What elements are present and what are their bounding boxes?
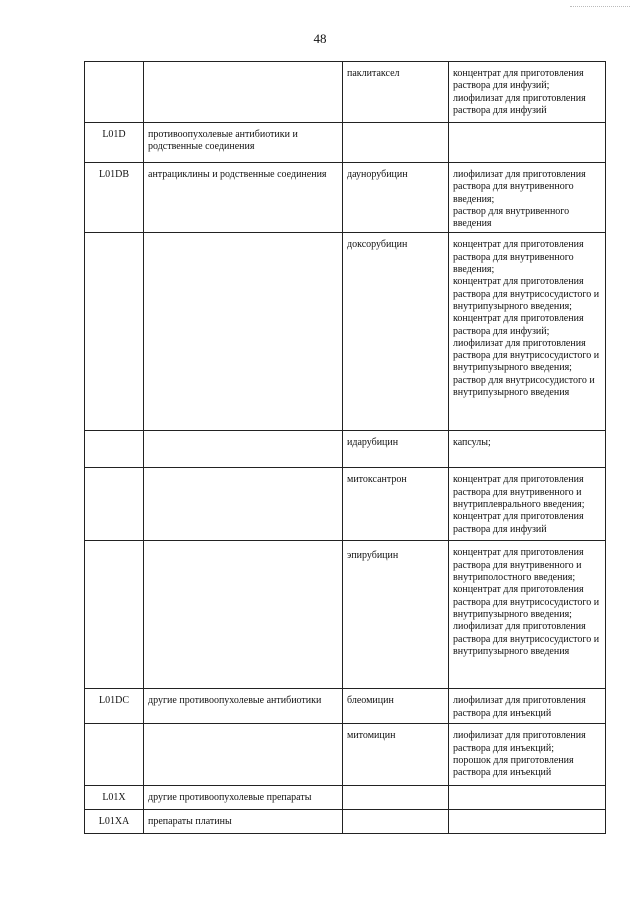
table-row: [85, 233, 606, 431]
drug-name-cell: [343, 123, 449, 163]
atc-code-cell: [85, 541, 144, 689]
drug-name-cell: митоксантрон: [343, 468, 449, 541]
drug-name-cell: доксорубицин: [343, 233, 449, 431]
atc-code-cell: [85, 62, 144, 123]
atc-group-cell: [144, 724, 343, 786]
drug-name-cell: идарубицин: [343, 431, 449, 468]
table-row: [85, 431, 606, 468]
atc-group-cell: противоопухолевые антибиотики и родственные соединения: [144, 123, 343, 163]
drug-name-cell: эпирубицин: [343, 541, 449, 689]
drug-table: [84, 61, 606, 834]
table-row: [85, 468, 606, 541]
dosage-form-cell: лиофилизат для приготовления раствора для внутривенного введения; раствор для внутривенного введения: [449, 163, 606, 233]
table-row: [85, 541, 606, 689]
drug-name-cell: блеомицин: [343, 689, 449, 724]
dosage-form-cell: [449, 810, 606, 834]
atc-code-cell: [85, 431, 144, 468]
drug-name-cell: даунорубицин: [343, 163, 449, 233]
drug-name-cell: [343, 786, 449, 810]
dosage-form-cell: лиофилизат для приготовления раствора для инъекций; порошок для приготовления раствора для инъекций: [449, 724, 606, 786]
table-row: [85, 163, 606, 233]
atc-code-cell: L01DB: [85, 163, 144, 233]
atc-code-cell: [85, 468, 144, 541]
atc-code-cell: L01DC: [85, 689, 144, 724]
drug-name-cell: митомицин: [343, 724, 449, 786]
dosage-form-cell: капсулы;: [449, 431, 606, 468]
table-row: [85, 786, 606, 810]
atc-group-cell: [144, 468, 343, 541]
dosage-form-cell: лиофилизат для приготовления раствора для инъекций: [449, 689, 606, 724]
drug-name-cell: [343, 810, 449, 834]
dosage-form-cell: концентрат для приготовления раствора для внутривенного введения; концентрат для приготовления раствора для внутрисосудистого и внутрипузырного введения; концентрат для приготовления раствора для инфузий; лиофилизат для приготовления раствора для внутрисосудистого и внутрипузырного введения; раствор для внутрисосудистого и внутрипузырного введения: [449, 233, 606, 431]
table-row: [85, 62, 606, 123]
dosage-form-cell: концентрат для приготовления раствора для инфузий; лиофилизат для приготовления раствора для инфузий: [449, 62, 606, 123]
dosage-form-cell: [449, 786, 606, 810]
atc-group-cell: другие противоопухолевые препараты: [144, 786, 343, 810]
atc-group-cell: [144, 62, 343, 123]
page-number: 48: [313, 31, 327, 46]
table-row: [85, 810, 606, 834]
dosage-form-cell: концентрат для приготовления раствора для внутривенного и внутриплеврального введения; концентрат для приготовления раствора для инфузий: [449, 468, 606, 541]
atc-group-cell: препараты платины: [144, 810, 343, 834]
atc-group-cell: [144, 541, 343, 689]
atc-group-cell: другие противоопухолевые антибиотики: [144, 689, 343, 724]
atc-code-cell: L01XA: [85, 810, 144, 834]
table-row: [85, 689, 606, 724]
atc-group-cell: [144, 431, 343, 468]
margin-mark: [570, 0, 630, 7]
dosage-form-cell: [449, 123, 606, 163]
atc-code-cell: L01X: [85, 786, 144, 810]
drug-name-cell: паклитаксел: [343, 62, 449, 123]
table-row: [85, 123, 606, 163]
atc-group-cell: антрациклины и родственные соединения: [144, 163, 343, 233]
dosage-form-cell: концентрат для приготовления раствора для внутривенного и внутриполостного введения; концентрат для приготовления раствора для внутрисосудистого и внутрипузырного введения; лиофилизат для приготовления раствора для внутрисосудистого и внутрипузырного введения: [449, 541, 606, 689]
atc-code-cell: [85, 233, 144, 431]
table-row: [85, 724, 606, 786]
atc-code-cell: [85, 724, 144, 786]
atc-code-cell: L01D: [85, 123, 144, 163]
atc-group-cell: [144, 233, 343, 431]
